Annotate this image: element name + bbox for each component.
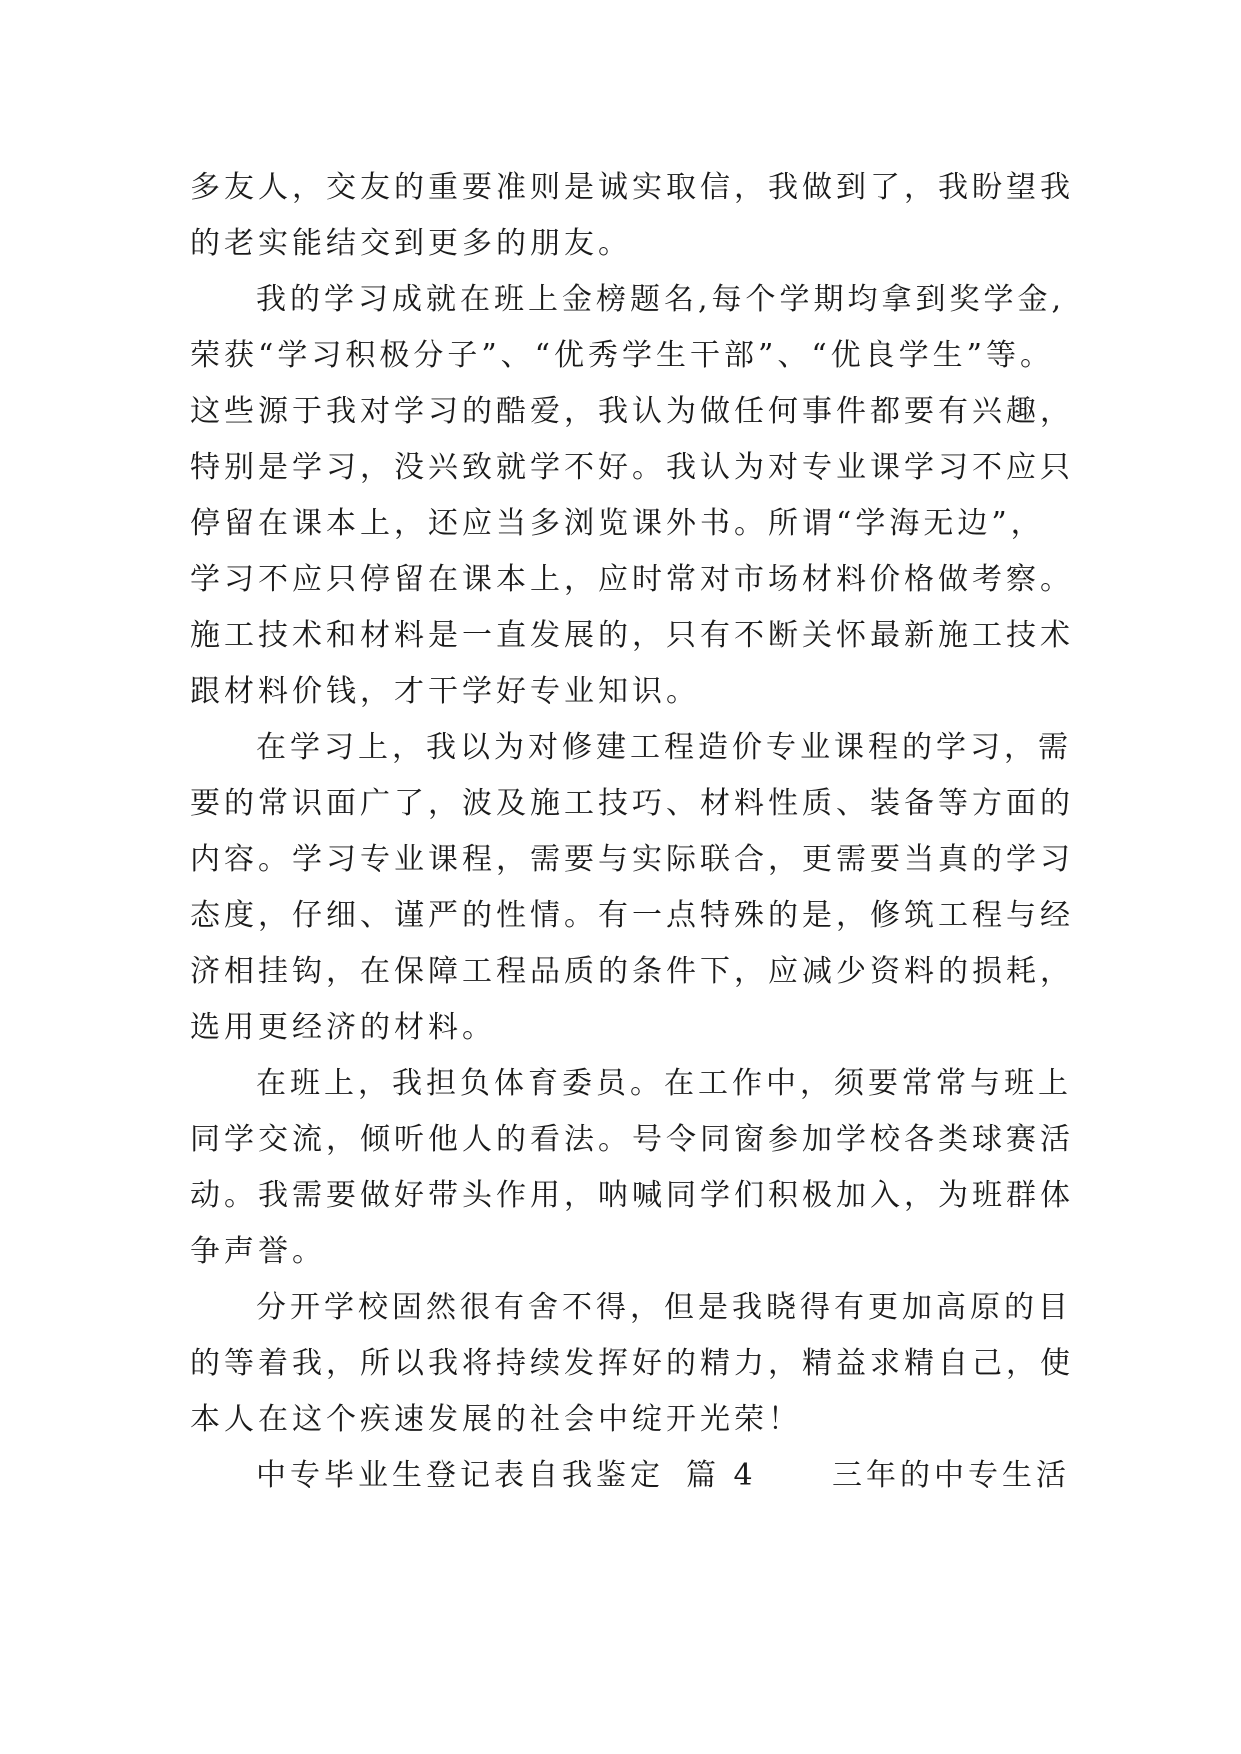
text-line: 态度，仔细、谨严的性情。有一点特殊的是，修筑工程与经 xyxy=(190,898,1074,933)
heading-section-number: 篇 4 xyxy=(686,1458,757,1493)
text-line: 跟材料价钱，才干学好专业知识。 xyxy=(190,674,700,709)
paragraph xyxy=(190,1056,1074,1280)
text-line: 特别是学习，没兴致就学不好。我认为对专业课学习不应只 xyxy=(190,450,1074,485)
text-line: 停留在课本上，还应当多浏览课外书。所谓“学海无边”， xyxy=(190,506,1045,541)
text-line: 要的常识面广了，波及施工技巧、材料性质、装备等方面的 xyxy=(190,786,1074,821)
text-line: 济相挂钩，在保障工程品质的条件下，应减少资料的损耗， xyxy=(190,954,1074,989)
text-line: 分开学校固然很有舍不得，但是我晓得有更加高原的目 xyxy=(256,1290,1072,1325)
text-line: 动。我需要做好带头作用，呐喊同学们积极加入，为班群体 xyxy=(190,1178,1074,1213)
paragraph xyxy=(190,1280,1074,1448)
text-line: 选用更经济的材料。 xyxy=(190,1010,496,1045)
text-line: 学习不应只停留在课本上，应时常对市场材料价格做考察。 xyxy=(190,562,1074,597)
text-line: 本人在这个疾速发展的社会中绽开光荣！ xyxy=(190,1402,802,1437)
paragraph xyxy=(190,272,1074,720)
text-line: 的老实能结交到更多的朋友。 xyxy=(190,226,632,261)
paragraph xyxy=(190,720,1074,1056)
text-line: 施工技术和材料是一直发展的，只有不断关怀最新施工技术 xyxy=(190,618,1074,653)
heading-continuation: 三年的中专生活 xyxy=(832,1458,1070,1493)
text-line: 内容。学习专业课程，需要与实际联合，更需要当真的学习 xyxy=(190,842,1074,877)
paragraph xyxy=(190,160,1074,272)
text-line: 多友人，交友的重要准则是诚实取信，我做到了，我盼望我 xyxy=(190,170,1074,205)
text-line: 在班上，我担负体育委员。在工作中，须要常常与班上 xyxy=(256,1066,1072,1101)
text-line: 的等着我，所以我将持续发挥好的精力，精益求精自己，使 xyxy=(190,1346,1074,1381)
text-line: 荣获“学习积极分子”、“优秀学生干部”、“优良学生”等。 xyxy=(190,338,1055,373)
text-line: 同学交流，倾听他人的看法。号令同窗参加学校各类球赛活 xyxy=(190,1122,1074,1157)
text-line: 在学习上，我以为对修建工程造价专业课程的学习，需 xyxy=(256,730,1072,765)
text-line: 我的学习成就在班上金榜题名,每个学期均拿到奖学金, xyxy=(256,282,1066,317)
document-body xyxy=(190,160,1074,1504)
heading-left xyxy=(256,1448,757,1504)
heading-title: 中专毕业生登记表自我鉴定 xyxy=(256,1458,664,1493)
text-line: 这些源于我对学习的酷爱，我认为做任何事件都要有兴趣， xyxy=(190,394,1074,429)
section-heading xyxy=(190,1448,1070,1504)
text-line: 争声誉。 xyxy=(190,1234,326,1269)
